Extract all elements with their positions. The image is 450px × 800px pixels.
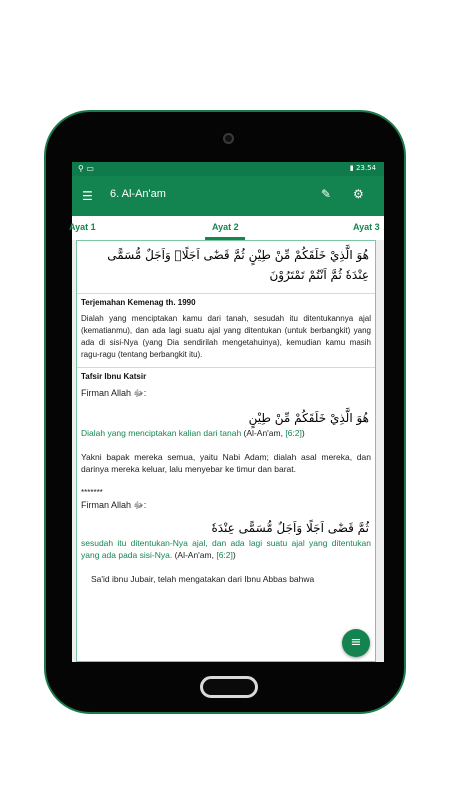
tafsir-quote <box>77 427 375 439</box>
tab-ayat-2[interactable]: Ayat 2 <box>212 222 239 232</box>
menu-fab-icon[interactable]: ≡ <box>342 629 370 657</box>
ref-prefix: (Al-An'am, <box>241 428 286 438</box>
translation-section <box>77 293 375 367</box>
ref-prefix: (Al-An'am, <box>172 550 217 560</box>
app-bar <box>72 176 384 216</box>
quote-translation: Dialah yang menciptakan kalian dari tanah <box>81 428 242 438</box>
separator-stars: ******* <box>81 488 103 497</box>
status-right <box>350 164 376 172</box>
list-icon[interactable]: ☰ <box>82 189 93 203</box>
tafsir-section <box>77 367 375 585</box>
tafsir-quote <box>77 537 375 561</box>
translation-text: Dialah yang menciptakan kamu dari tanah, sesudah itu ditentukannya ajal (kematianmu), dan ada lagi suatu ajal yang ditentukan (untuk berbangkit) yang ada di sisi-Nya (yang Dia sendirilah mengetahuinya), kemudian kamu masih ragu-ragu (tentang berbangkit itu). <box>81 314 371 359</box>
ayah-arabic: هُوَ الَّذِيْ خَلَقَكُمْ مِّنْ طِيْنٍ ثُمَّ قَضٰٓى اَجَلًاۗ وَاَجَلٌ مُّسَمًّى عِنْدَهٗ ثُمَّ اَنْتُمْ تَمْتَرُوْنَ <box>107 248 369 282</box>
screen <box>69 162 384 662</box>
ref-link[interactable]: [6:2] <box>216 550 233 560</box>
quote-translation: sesudah itu ditentukan-Nya ajal, dan ada lagi suatu ajal yang ditentukan yang ada pada sisi-Nya. <box>81 538 371 560</box>
tafsir-paragraph: Sa'id ibnu Jubair, telah mengatakan dari Ibnu Abbas bahwa <box>91 574 315 584</box>
firman-label: Firman Allah ﷻ: <box>81 388 147 398</box>
ayah-content[interactable] <box>76 240 376 662</box>
tafsir-title: Tafsir Ibnu Katsir <box>81 372 147 381</box>
tab-ayat-3[interactable]: Ayat 3 <box>353 222 380 232</box>
camera <box>223 133 234 144</box>
notification-icons: ⚲ ▭ <box>78 164 94 173</box>
status-bar <box>72 162 384 176</box>
battery-icon: ▮ <box>349 164 354 172</box>
ref-suffix: ) <box>301 428 305 438</box>
status-time: 23.54 <box>355 164 376 172</box>
home-button[interactable] <box>200 676 258 698</box>
tafsir-arabic: ثُمَّ قَضٰٓى اَجَلًا وَاَجَلٌ مُّسَمًّى عِنْدَهٗ <box>211 521 369 535</box>
ref-suffix: ) <box>232 550 236 560</box>
tafsir-arabic: هُوَ الَّذِيْ خَلَقَكُمْ مِّنْ طِيْنٍ <box>248 411 369 425</box>
gear-icon[interactable]: ⚙ <box>353 187 364 201</box>
tafsir-paragraph: Yakni bapak mereka semua, yaitu Nabi Adam; dialah asal mereka, dan darinya mereka keluar, lalu menyebar ke timur dan barat. <box>81 452 371 474</box>
translation-title: Terjemahan Kemenag th. 1990 <box>81 298 196 307</box>
firman-label: Firman Allah ﷻ: <box>81 500 147 510</box>
tab-ayat-1[interactable]: Ayat 1 <box>69 222 96 232</box>
edit-note-icon[interactable]: ✎ <box>321 187 332 201</box>
ref-link[interactable]: [6:2] <box>285 428 302 438</box>
ayah-tabs <box>69 216 384 240</box>
surah-title: 6. Al-An'am <box>110 188 166 200</box>
